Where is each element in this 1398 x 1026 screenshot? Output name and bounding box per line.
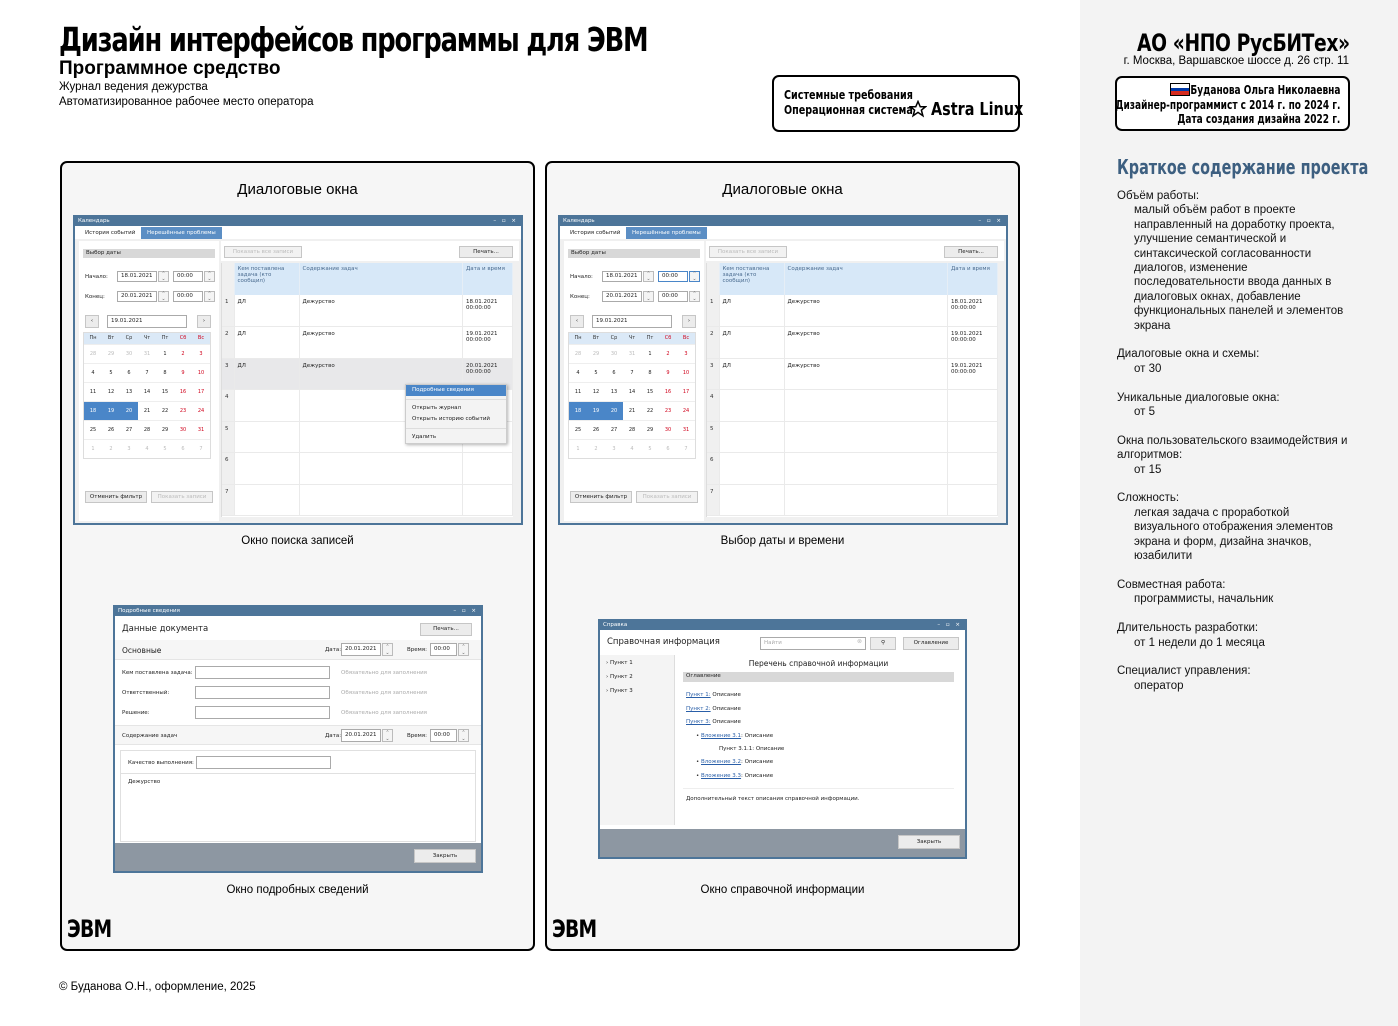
show-all-button[interactable]: Показать все записи xyxy=(224,246,302,258)
end-date-input[interactable]: 20.01.2021 xyxy=(117,291,157,302)
day-cell[interactable]: 27 xyxy=(125,427,133,433)
table-row[interactable]: 1 ДЛ Дежурство 18.01.2021 00:00:00 xyxy=(707,295,998,327)
os-name: Astra Linux xyxy=(931,99,1024,120)
page-subtitle: Программное средство xyxy=(59,58,281,79)
window-title: Справка xyxy=(603,622,628,628)
day-cell[interactable]: 26 xyxy=(592,427,600,433)
window-title: Подробные сведения xyxy=(118,608,180,614)
day-cell[interactable]: 23 xyxy=(179,408,187,414)
day-cell[interactable]: 4 xyxy=(576,370,580,376)
summary-value: оператор xyxy=(1134,679,1184,692)
weekday: Пт xyxy=(646,335,654,341)
help-tree xyxy=(600,655,675,825)
day-cell[interactable]: 28 xyxy=(143,427,151,433)
copyright: © Буданова О.Н., оформление, 2025 xyxy=(59,981,256,993)
records-table xyxy=(706,263,998,517)
day-cell[interactable]: 7 xyxy=(630,370,634,376)
day-cell[interactable]: 24 xyxy=(682,408,690,414)
day-cell[interactable]: 29 xyxy=(107,351,115,357)
time-stepper[interactable]: ⌃ ⌄ xyxy=(458,729,469,742)
summary-key: Длительность разработки: xyxy=(1117,622,1259,635)
table-row[interactable]: 6 xyxy=(707,453,998,485)
date-filter-panel xyxy=(564,241,704,521)
day-cell[interactable]: 8 xyxy=(648,370,652,376)
end-time-input[interactable]: 00:00 xyxy=(658,291,688,302)
day-cell-selected[interactable]: 20 xyxy=(120,402,138,420)
tree-item[interactable]: › Пункт 3 xyxy=(606,688,633,694)
toc-button[interactable]: Оглавление xyxy=(903,637,959,650)
time-label: Время: xyxy=(407,733,427,739)
day-cell[interactable]: 11 xyxy=(89,389,97,395)
day-cell-selected[interactable]: 19 xyxy=(587,402,605,420)
tab-bar xyxy=(560,226,1006,239)
search-button[interactable] xyxy=(870,637,896,650)
window-title: Календарь xyxy=(78,218,110,224)
day-cell[interactable]: 9 xyxy=(666,370,670,376)
show-records-button[interactable]: Показать записи xyxy=(636,491,698,503)
day-cell[interactable]: 3 xyxy=(684,351,688,357)
close-button[interactable]: Закрыть xyxy=(414,849,476,863)
show-records-button[interactable]: Показать записи xyxy=(151,491,213,503)
day-cell[interactable]: 7 xyxy=(199,446,203,452)
grid-toolbar xyxy=(221,241,519,261)
day-cell[interactable]: 7 xyxy=(145,370,149,376)
day-cell[interactable]: 15 xyxy=(646,389,654,395)
summary-key: Уникальные диалоговые окна: xyxy=(1117,391,1280,404)
author-name: Буданова Ольга Николаевна xyxy=(1189,82,1340,97)
content-box xyxy=(120,750,476,842)
date-filter-panel xyxy=(79,241,219,521)
next-month-button[interactable]: › xyxy=(682,315,696,328)
day-cell[interactable]: 21 xyxy=(143,408,151,414)
requirements-box xyxy=(772,75,1024,132)
weekday: Вт xyxy=(107,335,115,341)
responsible-input[interactable] xyxy=(195,686,330,699)
caption-datetime-window: Выбор даты и времени xyxy=(720,535,845,547)
tab-unresolved-problems[interactable]: Нерешённые проблемы xyxy=(626,227,707,239)
context-menu xyxy=(405,384,507,444)
reset-filter-button[interactable]: Отменить фильтр xyxy=(85,491,147,503)
panel-badge: ЭВМ xyxy=(67,915,112,943)
menu-item-delete[interactable]: Удалить xyxy=(412,434,437,440)
weekday: Ср xyxy=(610,335,618,341)
weekday: Вт xyxy=(592,335,600,341)
start-date-input[interactable]: 18.01.2021 xyxy=(117,271,157,282)
start-time-input-focused[interactable]: 00:00 xyxy=(658,271,688,282)
weekday: Сб xyxy=(664,335,672,341)
summary-key: Объём работы: xyxy=(1117,190,1200,202)
toc-subentry: • Вложение 3.3: Описание xyxy=(696,773,774,779)
section-content-header xyxy=(115,725,481,745)
panel-title: Диалоговые окна xyxy=(722,181,843,198)
month-input[interactable]: 19.01.2021 xyxy=(107,315,187,328)
task-text-area[interactable]: Дежурство xyxy=(121,773,475,841)
menu-item-details[interactable]: Подробные сведения xyxy=(406,385,506,396)
grid-toolbar xyxy=(706,241,1004,261)
date-label: Дата: xyxy=(325,647,342,653)
table-header xyxy=(222,263,513,295)
calendar-grid xyxy=(83,332,211,459)
window-controls[interactable]: – ▫ × xyxy=(453,608,478,614)
start-date-stepper[interactable]: ⌃ ⌄ xyxy=(643,271,654,282)
clear-search-icon[interactable]: ⊗ xyxy=(857,638,863,645)
summary-key: Специалист управления: xyxy=(1117,665,1251,678)
end-time-stepper[interactable]: ⌃ ⌄ xyxy=(204,291,215,302)
table-row[interactable]: 3 ДЛ Дежурство 19.01.2021 00:00:00 xyxy=(707,358,998,390)
weekday: Вс xyxy=(682,335,690,341)
day-cell-selected[interactable]: 19 xyxy=(102,402,120,420)
help-heading: Справочная информация xyxy=(607,637,720,647)
end-date-input[interactable]: 20.01.2021 xyxy=(602,291,642,302)
weekday: Чт xyxy=(628,335,636,341)
star-outline-icon xyxy=(909,100,927,118)
show-all-button[interactable]: Показать все записи xyxy=(709,246,787,258)
toc-subentry: • Вложение 3.2: Описание xyxy=(696,759,774,765)
day-cell[interactable]: 30 xyxy=(664,427,672,433)
print-button[interactable]: Печать... xyxy=(459,246,513,258)
dialog-footer xyxy=(115,843,481,871)
column-header[interactable]: Содержание задач xyxy=(299,263,463,295)
day-cell[interactable]: 12 xyxy=(107,389,115,395)
date-input[interactable]: 20.01.2021 xyxy=(341,643,381,656)
day-cell[interactable]: 16 xyxy=(179,389,187,395)
day-cell[interactable]: 5 xyxy=(163,446,167,452)
end-label: Конец: xyxy=(85,294,105,300)
day-cell[interactable]: 28 xyxy=(574,351,582,357)
day-cell[interactable]: 2 xyxy=(109,446,113,452)
time-input[interactable]: 00:00 xyxy=(430,729,457,742)
day-cell[interactable]: 6 xyxy=(181,446,185,452)
extra-description: Дополнительный текст описания справочной информации. xyxy=(686,796,860,802)
start-time-stepper[interactable]: ⌃ ⌄ xyxy=(689,271,700,282)
summary-key: Окна пользовательского взаимодействия и алгоритмов: xyxy=(1117,434,1348,462)
weekday: Пт xyxy=(161,335,169,341)
day-cell-selected[interactable]: 18 xyxy=(569,402,587,420)
day-cell[interactable]: 15 xyxy=(161,389,169,395)
summary-title: Краткое содержание проекта xyxy=(1117,155,1369,179)
time-label: Время: xyxy=(407,647,427,653)
table-row[interactable]: 1 ДЛ Дежурство 18.01.2021 00:00:00 xyxy=(222,295,513,327)
table-row[interactable]: 5 xyxy=(222,421,513,453)
day-cell[interactable]: 1 xyxy=(163,351,167,357)
field-label: Решение: xyxy=(122,710,150,716)
russia-flag-icon xyxy=(1170,83,1190,96)
author-box xyxy=(1115,76,1350,131)
toc-entry: Пункт 1: Описание xyxy=(686,692,741,698)
table-row[interactable]: 5 xyxy=(707,421,998,453)
start-time-input[interactable]: 00:00 xyxy=(173,271,203,282)
toc-entry: Пункт 3: Описание xyxy=(686,719,741,725)
company-name: АО «НПО РусБИТех» xyxy=(1137,29,1350,57)
weekday-header xyxy=(569,333,695,344)
table-row[interactable]: 6 xyxy=(222,453,513,485)
window-controls[interactable]: – ▫ × xyxy=(937,622,962,628)
tab-bar xyxy=(75,226,521,239)
end-date-stepper[interactable]: ⌃ ⌄ xyxy=(158,291,169,302)
day-cell[interactable]: 4 xyxy=(91,370,95,376)
help-window xyxy=(598,619,967,859)
day-cell[interactable]: 14 xyxy=(143,389,151,395)
caption-help-window: Окно справочной информации xyxy=(700,884,865,896)
day-cell[interactable]: 28 xyxy=(89,351,97,357)
column-header[interactable]: Дата и время xyxy=(948,263,998,295)
weekday: Пн xyxy=(89,335,97,341)
weekday: Пн xyxy=(574,335,582,341)
menu-item-open-journal[interactable]: Открыть журнал xyxy=(412,405,462,411)
summary-key: Совместная работа: xyxy=(1117,578,1226,591)
tab-unresolved-problems[interactable]: Нерешённые проблемы xyxy=(141,227,222,239)
toc-subentry: • Вложение 3.1: Описание xyxy=(696,733,774,739)
toc-subsubentry: Пункт 3.1.1: Описание xyxy=(719,746,785,752)
day-cell[interactable]: 29 xyxy=(161,427,169,433)
caption-search-window: Окно поиска записей xyxy=(241,535,354,547)
window-titlebar[interactable] xyxy=(115,607,481,616)
table-row[interactable]: 2 ДЛ Дежурство 19.01.2021 00:00:00 xyxy=(222,327,513,359)
day-cell-selected[interactable]: 18 xyxy=(84,402,102,420)
reset-filter-button[interactable]: Отменить фильтр xyxy=(570,491,632,503)
day-cell[interactable]: 13 xyxy=(125,389,133,395)
toc-entry: Пункт 2: Описание xyxy=(686,706,741,712)
day-cell[interactable]: 6 xyxy=(127,370,131,376)
day-cell[interactable]: 3 xyxy=(612,446,616,452)
search-icon: ⚲ xyxy=(880,640,886,646)
day-cell[interactable]: 16 xyxy=(664,389,672,395)
day-cell[interactable]: 7 xyxy=(684,446,688,452)
start-date-input[interactable]: 18.01.2021 xyxy=(602,271,642,282)
design-date: Дата создания дизайна 2022 г. xyxy=(1177,111,1340,126)
table-row[interactable]: 2 ДЛ Дежурство 19.01.2021 00:00:00 xyxy=(707,327,998,359)
toc-bar: Оглавление xyxy=(683,672,954,682)
column-header[interactable]: Содержание задач xyxy=(784,263,948,295)
table-row-selected[interactable]: 3 ДЛ Дежурство 20.01.2021 00:00:00 xyxy=(222,358,513,390)
day-cell[interactable]: 30 xyxy=(610,351,618,357)
day-cell[interactable]: 12 xyxy=(592,389,600,395)
date-input[interactable]: 20.01.2021 xyxy=(341,729,381,742)
field-label: Ответственный: xyxy=(122,690,170,696)
day-cell[interactable]: 11 xyxy=(574,389,582,395)
time-stepper[interactable]: ⌃ ⌄ xyxy=(458,643,469,656)
details-window xyxy=(113,605,483,873)
day-cell[interactable]: 2 xyxy=(181,351,185,357)
table-row[interactable]: 4 xyxy=(222,390,513,422)
column-header[interactable]: Дата и время xyxy=(463,263,513,295)
day-cell[interactable]: 31 xyxy=(628,351,636,357)
tab-event-history[interactable]: История событий xyxy=(79,227,141,239)
day-cell[interactable]: 31 xyxy=(197,427,205,433)
day-cell[interactable]: 3 xyxy=(127,446,131,452)
document-heading: Данные документа xyxy=(122,624,209,634)
date-stepper[interactable]: ⌃ ⌄ xyxy=(382,729,393,742)
day-cell[interactable]: 1 xyxy=(91,446,95,452)
column-header[interactable]: Кем поставлена задача (кто сообщил) xyxy=(234,263,299,295)
summary-key: Сложность: xyxy=(1117,492,1180,505)
day-cell[interactable]: 8 xyxy=(163,370,167,376)
month-input[interactable]: 19.01.2021 xyxy=(592,315,672,328)
summary-value: программисты, начальник xyxy=(1134,593,1274,606)
day-cell[interactable]: 5 xyxy=(109,370,113,376)
caption-details-window: Окно подробных сведений xyxy=(226,884,369,896)
column-header[interactable]: Кем поставлена задача (кто сообщил) xyxy=(719,263,784,295)
search-input[interactable]: Найти xyxy=(760,637,866,650)
start-label: Начало: xyxy=(570,274,593,280)
end-date-stepper[interactable]: ⌃ ⌄ xyxy=(643,291,654,302)
end-time-input[interactable]: 00:00 xyxy=(173,291,203,302)
end-label: Конец: xyxy=(570,294,590,300)
day-cell[interactable]: 2 xyxy=(594,446,598,452)
day-cell[interactable]: 6 xyxy=(612,370,616,376)
day-cell[interactable]: 29 xyxy=(646,427,654,433)
date-section-header: Выбор даты xyxy=(83,249,215,258)
tab-event-history[interactable]: История событий xyxy=(564,227,626,239)
day-cell[interactable]: 17 xyxy=(197,389,205,395)
product-description: Автоматизированное рабочее место оператора xyxy=(59,96,314,108)
next-month-button[interactable]: › xyxy=(197,315,211,328)
weekday: Чт xyxy=(143,335,151,341)
day-cell-selected[interactable]: 20 xyxy=(605,402,623,420)
day-cell[interactable]: 24 xyxy=(197,408,205,414)
day-cell[interactable]: 5 xyxy=(594,370,598,376)
table-row[interactable]: 7 xyxy=(707,484,998,516)
calendar-grid xyxy=(568,332,696,459)
help-content xyxy=(680,655,957,825)
required-hint: Обязательно для заполнения xyxy=(341,710,427,716)
day-cell[interactable]: 23 xyxy=(664,408,672,414)
summary-value: от 1 недели до 1 месяца xyxy=(1134,636,1265,649)
day-cell[interactable]: 5 xyxy=(648,446,652,452)
window-controls[interactable]: – ▫ × xyxy=(493,218,518,224)
day-cell[interactable]: 30 xyxy=(179,427,187,433)
day-cell[interactable]: 29 xyxy=(592,351,600,357)
window-titlebar[interactable] xyxy=(600,621,965,630)
day-cell[interactable]: 14 xyxy=(628,389,636,395)
day-cell[interactable]: 25 xyxy=(574,427,582,433)
field-label: Кем поставлена задача: xyxy=(122,670,193,676)
summary-value: от 5 xyxy=(1134,406,1156,419)
day-cell[interactable]: 2 xyxy=(666,351,670,357)
product-name: Журнал ведения дежурства xyxy=(59,81,208,93)
day-cell[interactable]: 31 xyxy=(682,427,690,433)
quality-input[interactable] xyxy=(196,756,331,769)
window-title: Календарь xyxy=(563,218,595,224)
day-cell[interactable]: 22 xyxy=(161,408,169,414)
start-label: Начало: xyxy=(85,274,108,280)
section-main-header xyxy=(115,640,481,660)
day-cell[interactable]: 9 xyxy=(181,370,185,376)
day-cell[interactable]: 10 xyxy=(682,370,690,376)
time-input[interactable]: 00:00 xyxy=(430,643,457,656)
company-address: г. Москва, Варшавское шоссе д. 26 стр. 11 xyxy=(1123,55,1349,67)
day-cell[interactable]: 4 xyxy=(145,446,149,452)
calendar-window-datetime xyxy=(558,215,1008,525)
day-cell[interactable]: 25 xyxy=(89,427,97,433)
day-cell[interactable]: 26 xyxy=(107,427,115,433)
day-cell[interactable]: 3 xyxy=(199,351,203,357)
day-cell[interactable]: 31 xyxy=(143,351,151,357)
date-stepper[interactable]: ⌃ ⌄ xyxy=(382,643,393,656)
day-cell[interactable]: 21 xyxy=(628,408,636,414)
page-title: Дизайн интерфейсов программы для ЭВМ xyxy=(59,20,648,59)
section-title: Основные xyxy=(122,646,162,655)
requirements-label: Системные требования xyxy=(784,88,913,102)
prev-month-button[interactable]: ‹ xyxy=(85,315,99,328)
section-title: Содержание задач xyxy=(122,733,178,739)
table-row[interactable]: 7 xyxy=(222,484,513,516)
day-cell[interactable]: 22 xyxy=(646,408,654,414)
day-cell[interactable]: 6 xyxy=(666,446,670,452)
window-titlebar[interactable] xyxy=(75,217,521,226)
day-cell[interactable]: 1 xyxy=(576,446,580,452)
summary-key: Диалоговые окна и схемы: xyxy=(1117,348,1260,361)
day-cell[interactable]: 28 xyxy=(628,427,636,433)
close-button[interactable]: Закрыть xyxy=(898,835,960,849)
decision-input[interactable] xyxy=(195,706,330,719)
calendar-window-search xyxy=(73,215,523,525)
day-cell[interactable]: 30 xyxy=(125,351,133,357)
print-button[interactable]: Печать... xyxy=(420,623,472,636)
required-hint: Обязательно для заполнения xyxy=(341,670,427,676)
os-label: Операционная система xyxy=(784,103,913,117)
summary-value: от 15 xyxy=(1134,463,1162,476)
start-date-stepper[interactable]: ⌃ ⌄ xyxy=(158,271,169,282)
date-section-header: Выбор даты xyxy=(568,249,700,258)
day-cell[interactable]: 1 xyxy=(648,351,652,357)
end-time-stepper[interactable]: ⌃ ⌄ xyxy=(689,291,700,302)
quality-label: Качество выполнения: xyxy=(128,760,194,766)
window-titlebar[interactable] xyxy=(560,217,1006,226)
summary-value: малый объём работ в проекте направленный на доработку проекта, улучшение семантической и синтаксической согласованности диалогов, изменение последовательности ввода данных в диалоговых окнах, добавление функциональных панелей и элементов экрана xyxy=(1134,204,1344,332)
assigned-by-input[interactable] xyxy=(195,666,330,679)
day-cell[interactable]: 13 xyxy=(610,389,618,395)
table-row[interactable]: 4 xyxy=(707,390,998,422)
table-header xyxy=(707,263,998,295)
weekday: Вс xyxy=(197,335,205,341)
day-cell[interactable]: 27 xyxy=(610,427,618,433)
author-role: Дизайнер-программист с 2014 г. по 2024 г. xyxy=(1115,97,1340,112)
summary-value: от 30 xyxy=(1134,362,1162,375)
prev-month-button[interactable]: ‹ xyxy=(570,315,584,328)
panel-title: Диалоговые окна xyxy=(237,181,358,198)
menu-item-open-history[interactable]: Открыть историю событий xyxy=(412,416,490,422)
weekday: Сб xyxy=(179,335,187,341)
summary-list xyxy=(1117,189,1367,708)
day-cell[interactable]: 4 xyxy=(630,446,634,452)
required-hint: Обязательно для заполнения xyxy=(341,690,427,696)
window-controls[interactable]: – ▫ × xyxy=(978,218,1003,224)
dialog-footer xyxy=(600,829,965,857)
content-title: Перечень справочной информации xyxy=(748,659,889,668)
tree-item[interactable]: › Пункт 1 xyxy=(606,660,633,666)
weekday: Ср xyxy=(125,335,133,341)
date-label: Дата: xyxy=(325,733,342,739)
tree-item[interactable]: › Пункт 2 xyxy=(606,674,633,680)
print-button[interactable]: Печать... xyxy=(944,246,998,258)
panel-badge: ЭВМ xyxy=(552,915,597,943)
summary-value: легкая задача с проработкой визуального отображения элементов экрана и форм, дизайна значков, юзабилити xyxy=(1134,506,1334,563)
day-cell[interactable]: 10 xyxy=(197,370,205,376)
start-time-stepper[interactable]: ⌃ ⌄ xyxy=(204,271,215,282)
day-cell[interactable]: 17 xyxy=(682,389,690,395)
weekday-header xyxy=(84,333,210,344)
